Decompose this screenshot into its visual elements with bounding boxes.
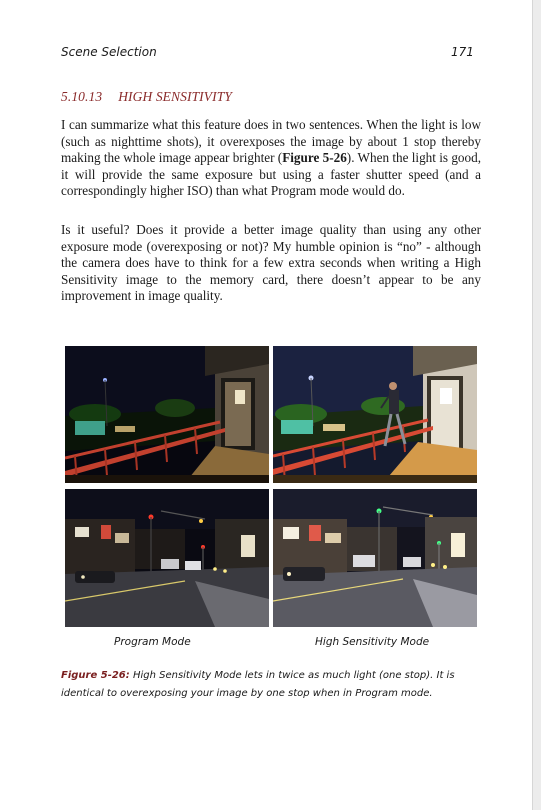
section-number: 5.10.13: [61, 89, 103, 104]
photo-street-high-sensitivity: [273, 489, 477, 627]
section-heading: [61, 89, 232, 105]
body-paragraph-1: [61, 117, 481, 200]
page-number: 171: [451, 45, 474, 59]
paragraph-1-text-b: ). When the light is good, it will provide the same exposure but using a faster shutter speed (and a correspondingly higher ISO) than what Program mode would do.: [61, 150, 481, 199]
paragraph-1-text-a: I can summarize what this feature does in two sentences. When the light is low (such as nighttime shots), it overexposes the image by about 1 stop thereby making the whole image appear brighter (: [61, 117, 481, 166]
body-paragraph-2: Is it useful? Does it provide a better image quality than using any other exposure mode (overexposing or not)? My humble opinion is “no” - although the camera does have to think for a few extra seconds when writing a High Sensitivity image to the memory card, there doesn’t appear to be any improvement in image quality.: [61, 222, 481, 304]
running-header-chapter: Scene Selection: [61, 45, 157, 59]
page-edge: [532, 0, 541, 810]
figure-caption: [61, 667, 485, 703]
figure-label-program-mode: Program Mode: [114, 636, 191, 648]
section-title: HIGH SENSITIVITY: [118, 89, 232, 104]
photo-balcony-program-mode: [65, 346, 269, 483]
photo-street-program-mode: [65, 489, 269, 627]
figure-caption-reference: Figure 5-26:: [61, 670, 130, 681]
photo-balcony-high-sensitivity: [273, 346, 477, 483]
figure-reference: Figure 5-26: [282, 150, 347, 166]
figure-label-high-sensitivity-mode: High Sensitivity Mode: [315, 636, 430, 648]
figure-caption-text: High Sensitivity Mode lets in twice as much light (one stop). It is identical to overexposing your image by one stop when in Program mode.: [61, 670, 455, 699]
